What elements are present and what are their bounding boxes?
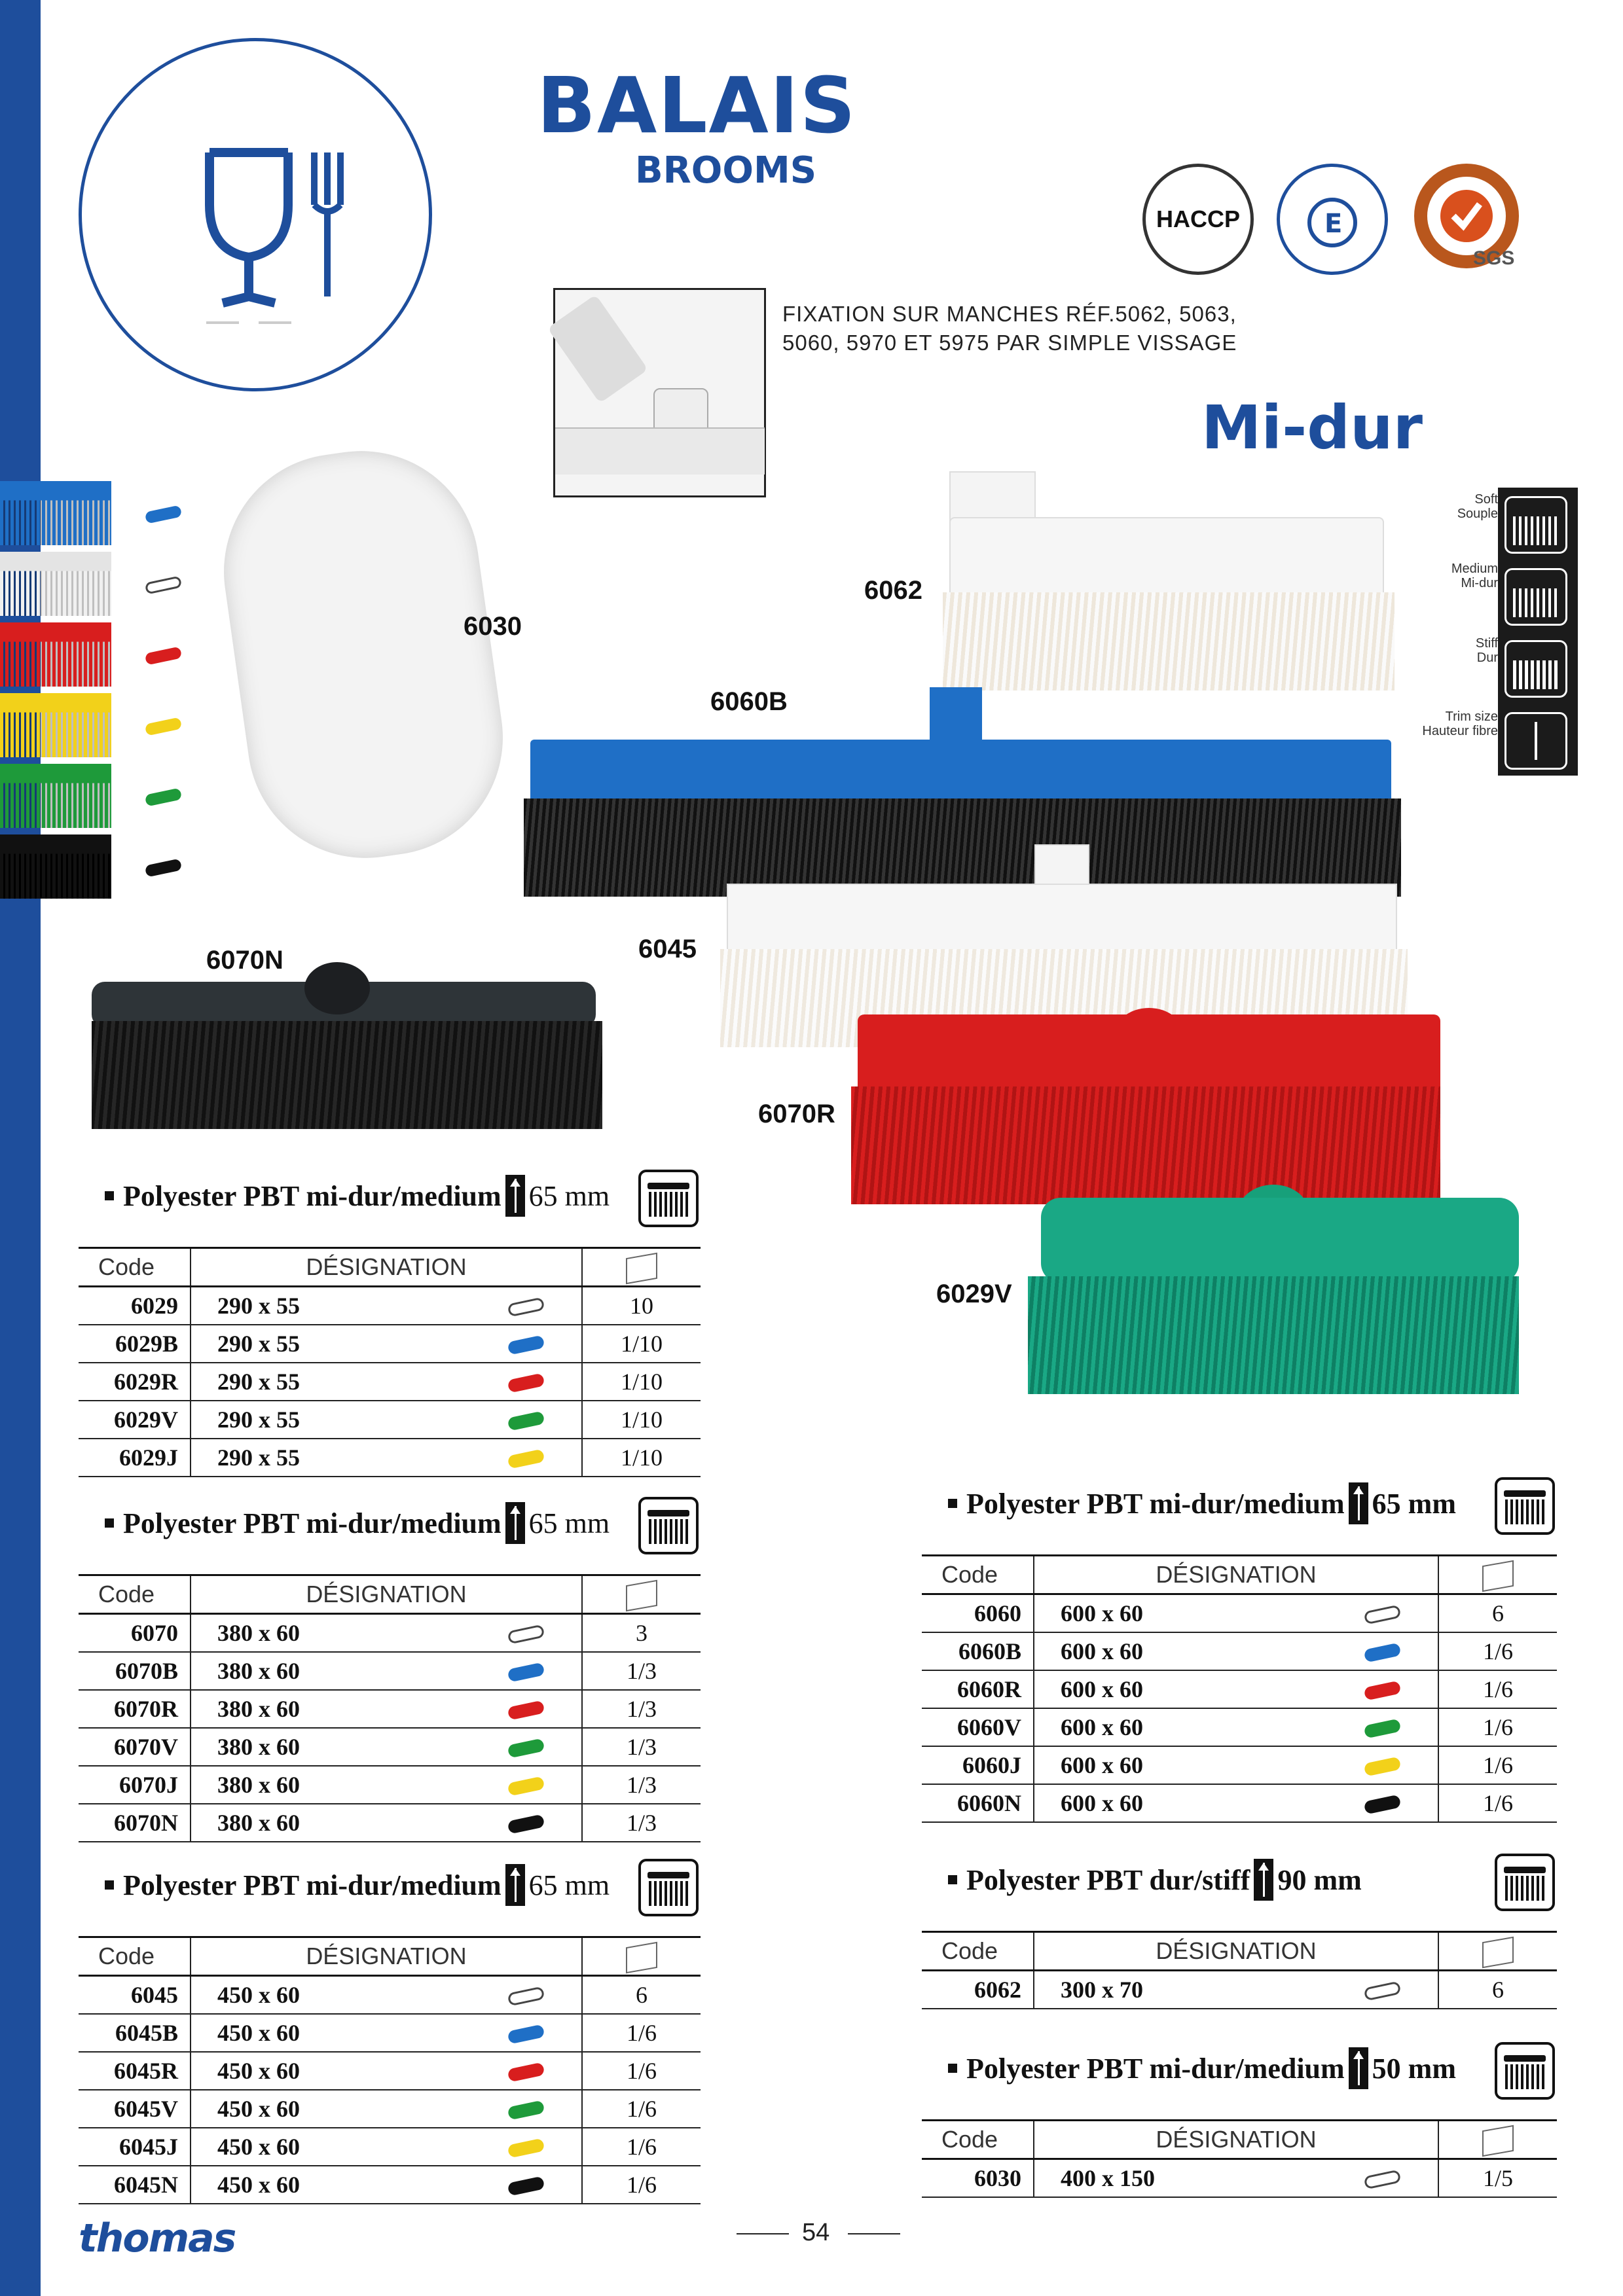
color-handle-jaune-icon bbox=[507, 2138, 545, 2159]
cell-packaging: 1/6 bbox=[1438, 1784, 1557, 1822]
product-table bbox=[922, 2119, 1557, 2198]
swatch-brush-noir bbox=[0, 834, 111, 899]
table-row bbox=[79, 1363, 701, 1401]
swatch-brush-blanc bbox=[0, 552, 111, 616]
table-row bbox=[79, 2052, 701, 2090]
section-title bbox=[105, 1175, 610, 1217]
page-subtitle: BROOMS bbox=[635, 149, 817, 192]
section-title bbox=[948, 2047, 1456, 2089]
box-icon bbox=[626, 1580, 657, 1611]
product-table bbox=[79, 1247, 701, 1477]
color-handle-bleu-icon bbox=[507, 1662, 545, 1683]
cell-code: 6062 bbox=[922, 1971, 1034, 2009]
fixation-note: FIXATION SUR MANCHES RÉF.5062, 5063, 5060, 5970 ET 5975 PAR SIMPLE VISSAGE bbox=[782, 302, 1237, 355]
cell-size: 400 x 150 bbox=[1034, 2159, 1326, 2198]
product-image-6062 bbox=[949, 517, 1384, 598]
cell-code: 6070R bbox=[79, 1690, 191, 1728]
cell-color bbox=[1326, 1746, 1438, 1784]
color-handle-blanc-icon bbox=[1363, 1981, 1401, 2001]
color-handle-jaune-icon bbox=[507, 1449, 545, 1469]
cell-packaging: 1/6 bbox=[582, 2090, 701, 2128]
cell-size: 290 x 55 bbox=[191, 1287, 470, 1325]
trim-size-icon bbox=[505, 1502, 525, 1544]
medium-fiber-icon bbox=[638, 1170, 699, 1227]
color-handle-noir-icon bbox=[1363, 1795, 1401, 1815]
thomas-logo: thomas bbox=[79, 2215, 236, 2261]
cell-size: 300 x 70 bbox=[1034, 1971, 1326, 2009]
column-header-packaging bbox=[582, 1937, 701, 1976]
table-row bbox=[79, 1690, 701, 1728]
product-image-6060B bbox=[530, 740, 1391, 805]
legend-trim-size: Trim size Hauteur fibre bbox=[1422, 709, 1498, 738]
cell-color bbox=[1326, 1971, 1438, 2009]
cell-color bbox=[470, 1728, 582, 1766]
cell-size: 380 x 60 bbox=[191, 1652, 470, 1690]
color-handle-blanc-icon bbox=[1363, 1605, 1401, 1625]
cell-packaging: 1/10 bbox=[582, 1325, 701, 1363]
cell-color bbox=[470, 2128, 582, 2166]
cell-code: 6045J bbox=[79, 2128, 191, 2166]
cell-packaging: 1/3 bbox=[582, 1766, 701, 1804]
column-header-packaging bbox=[582, 1575, 701, 1614]
food-safe-certification-icon bbox=[1277, 164, 1388, 275]
cell-size: 380 x 60 bbox=[191, 1690, 470, 1728]
table-row bbox=[922, 1971, 1557, 2009]
cell-packaging: 1/6 bbox=[1438, 1708, 1557, 1746]
trim-size-value: 65 mm bbox=[528, 1179, 610, 1212]
cell-packaging: 1/5 bbox=[1438, 2159, 1557, 2198]
color-handle-vert-icon bbox=[145, 787, 183, 806]
cell-size: 450 x 60 bbox=[191, 2052, 470, 2090]
cell-code: 6045V bbox=[79, 2090, 191, 2128]
glass-fork-icon bbox=[82, 41, 429, 388]
sgs-iso-certification-icon bbox=[1414, 164, 1519, 275]
product-table bbox=[79, 1574, 701, 1842]
box-icon bbox=[626, 1253, 657, 1284]
section-title-text: Polyester PBT mi-dur/medium bbox=[123, 1507, 501, 1539]
fixation-photo bbox=[553, 288, 766, 497]
cell-size: 600 x 60 bbox=[1034, 1708, 1326, 1746]
cell-color bbox=[470, 1287, 582, 1325]
cell-code: 6030 bbox=[922, 2159, 1034, 2198]
cell-size: 450 x 60 bbox=[191, 2166, 470, 2204]
bullet-icon bbox=[105, 1191, 114, 1200]
cell-code: 6045 bbox=[79, 1976, 191, 2015]
cell-code: 6029 bbox=[79, 1287, 191, 1325]
table-row bbox=[79, 2014, 701, 2052]
cell-code: 6070J bbox=[79, 1766, 191, 1804]
color-handle-bleu-icon bbox=[1363, 1643, 1401, 1663]
cell-size: 450 x 60 bbox=[191, 2128, 470, 2166]
cell-packaging: 6 bbox=[582, 1976, 701, 2015]
medium-fiber-icon bbox=[638, 1497, 699, 1554]
cell-code: 6060B bbox=[922, 1632, 1034, 1670]
label-6070N: 6070N bbox=[206, 946, 283, 975]
hardness-heading: Mi-dur bbox=[1201, 393, 1423, 463]
column-header-packaging bbox=[1438, 1932, 1557, 1971]
cell-packaging: 1/6 bbox=[582, 2014, 701, 2052]
color-handle-noir-icon bbox=[507, 2176, 545, 2197]
food-contact-logo bbox=[79, 38, 432, 391]
product-image-6045 bbox=[727, 884, 1397, 955]
swatch-brush-bleu bbox=[0, 481, 111, 545]
cell-size: 290 x 55 bbox=[191, 1401, 470, 1439]
table-row bbox=[922, 1746, 1557, 1784]
section-title bbox=[948, 1859, 1362, 1901]
column-header-designation: DÉSIGNATION bbox=[1034, 2121, 1438, 2159]
product-table bbox=[922, 1931, 1557, 2009]
cell-packaging: 1/6 bbox=[1438, 1746, 1557, 1784]
cell-color bbox=[470, 1401, 582, 1439]
legend-medium: Medium Mi-dur bbox=[1451, 562, 1498, 590]
cell-color bbox=[470, 1325, 582, 1363]
box-icon bbox=[1482, 2125, 1514, 2157]
column-header-packaging bbox=[1438, 2121, 1557, 2159]
label-6060B: 6060B bbox=[710, 687, 788, 716]
trim-size-icon bbox=[505, 1864, 525, 1906]
table-row bbox=[922, 1632, 1557, 1670]
column-header-packaging bbox=[1438, 1556, 1557, 1594]
cell-code: 6029V bbox=[79, 1401, 191, 1439]
table-row bbox=[922, 2159, 1557, 2198]
table-row bbox=[922, 1784, 1557, 1822]
color-handle-blanc-icon bbox=[1363, 2170, 1401, 2190]
cell-size: 380 x 60 bbox=[191, 1804, 470, 1842]
swatch-brush-vert bbox=[0, 764, 111, 828]
column-header-packaging bbox=[582, 1248, 701, 1287]
cell-code: 6070 bbox=[79, 1614, 191, 1653]
trim-size-icon bbox=[1349, 2047, 1368, 2089]
trim-size-value: 65 mm bbox=[528, 1869, 610, 1901]
section-title-text: Polyester PBT dur/stiff bbox=[966, 1863, 1250, 1896]
cell-color bbox=[1326, 1594, 1438, 1633]
trim-size-value: 65 mm bbox=[528, 1507, 610, 1539]
cell-color bbox=[470, 2014, 582, 2052]
section-title-text: Polyester PBT mi-dur/medium bbox=[123, 1869, 501, 1901]
swatch-brush-rouge bbox=[0, 622, 111, 687]
product-table bbox=[922, 1554, 1557, 1823]
cell-color bbox=[1326, 1670, 1438, 1708]
trim-size-value: 50 mm bbox=[1372, 2052, 1456, 2085]
section-title bbox=[948, 1482, 1456, 1524]
cell-code: 6029B bbox=[79, 1325, 191, 1363]
cell-code: 6045B bbox=[79, 2014, 191, 2052]
stiff-fiber-icon bbox=[1504, 640, 1567, 698]
trim-size-value: 90 mm bbox=[1277, 1863, 1362, 1896]
swatch-brush-jaune bbox=[0, 693, 111, 757]
color-handle-vert-icon bbox=[507, 1738, 545, 1759]
cell-code: 6060 bbox=[922, 1594, 1034, 1633]
cell-packaging: 1/10 bbox=[582, 1363, 701, 1401]
cell-size: 600 x 60 bbox=[1034, 1632, 1326, 1670]
bullet-icon bbox=[948, 2064, 957, 2073]
color-handle-vert-icon bbox=[1363, 1719, 1401, 1739]
cell-code: 6029R bbox=[79, 1363, 191, 1401]
cell-code: 6060V bbox=[922, 1708, 1034, 1746]
cell-size: 600 x 60 bbox=[1034, 1784, 1326, 1822]
cell-code: 6045R bbox=[79, 2052, 191, 2090]
table-row bbox=[922, 1594, 1557, 1633]
color-handle-bleu-icon bbox=[507, 2024, 545, 2045]
table-row bbox=[79, 1766, 701, 1804]
trim-size-icon bbox=[505, 1175, 525, 1217]
color-handle-blanc-icon bbox=[507, 1624, 545, 1645]
table-row bbox=[79, 1614, 701, 1653]
color-handle-bleu-icon bbox=[145, 505, 183, 524]
soft-fiber-icon bbox=[1504, 496, 1567, 554]
column-header-code: Code bbox=[922, 1556, 1034, 1594]
stiff-fiber-icon bbox=[1495, 1854, 1555, 1911]
cell-color bbox=[470, 1976, 582, 2015]
svg-text:E: E bbox=[1324, 209, 1343, 239]
sgs-label: SGS bbox=[1473, 247, 1515, 269]
table-row bbox=[79, 1287, 701, 1325]
column-header-code: Code bbox=[922, 2121, 1034, 2159]
cell-size: 450 x 60 bbox=[191, 1976, 470, 2015]
label-6030: 6030 bbox=[464, 612, 522, 641]
table-row bbox=[922, 1708, 1557, 1746]
cell-color bbox=[470, 2166, 582, 2204]
cell-size: 600 x 60 bbox=[1034, 1746, 1326, 1784]
cell-packaging: 1/10 bbox=[582, 1439, 701, 1477]
table-row bbox=[79, 1976, 701, 2015]
section-title-text: Polyester PBT mi-dur/medium bbox=[966, 1487, 1345, 1520]
color-handle-rouge-icon bbox=[145, 646, 183, 665]
cell-color bbox=[470, 1439, 582, 1477]
cell-color bbox=[470, 1363, 582, 1401]
column-header-code: Code bbox=[79, 1937, 191, 1976]
color-handle-blanc-icon bbox=[145, 575, 183, 594]
bullet-icon bbox=[105, 1518, 114, 1528]
cell-size: 380 x 60 bbox=[191, 1766, 470, 1804]
cell-code: 6045N bbox=[79, 2166, 191, 2204]
section-title-text: Polyester PBT mi-dur/medium bbox=[123, 1179, 501, 1212]
cell-size: 600 x 60 bbox=[1034, 1594, 1326, 1633]
cell-size: 290 x 55 bbox=[191, 1439, 470, 1477]
page-number: 54 bbox=[802, 2219, 830, 2246]
cell-packaging: 1/3 bbox=[582, 1728, 701, 1766]
cell-color bbox=[470, 1614, 582, 1653]
medium-fiber-icon bbox=[1495, 1477, 1555, 1535]
cell-size: 380 x 60 bbox=[191, 1614, 470, 1653]
cell-packaging: 1/6 bbox=[582, 2166, 701, 2204]
color-handle-noir-icon bbox=[507, 1814, 545, 1835]
section-title bbox=[105, 1864, 610, 1906]
cell-color bbox=[1326, 2159, 1438, 2198]
cell-packaging: 6 bbox=[1438, 1594, 1557, 1633]
trim-size-value: 65 mm bbox=[1372, 1487, 1456, 1520]
bullet-icon bbox=[948, 1875, 957, 1884]
cell-packaging: 1/10 bbox=[582, 1401, 701, 1439]
table-row bbox=[79, 1401, 701, 1439]
label-6062: 6062 bbox=[864, 576, 922, 605]
cell-color bbox=[1326, 1632, 1438, 1670]
medium-fiber-icon bbox=[1504, 568, 1567, 626]
cell-color bbox=[1326, 1784, 1438, 1822]
table-row bbox=[79, 1325, 701, 1363]
left-edge-bar bbox=[0, 0, 41, 2296]
column-header-designation: DÉSIGNATION bbox=[191, 1575, 582, 1614]
color-handle-rouge-icon bbox=[507, 1373, 545, 1393]
cell-color bbox=[470, 1690, 582, 1728]
color-handle-noir-icon bbox=[145, 858, 183, 877]
trim-size-icon bbox=[1504, 712, 1567, 770]
box-icon bbox=[1482, 1560, 1514, 1592]
color-handle-rouge-icon bbox=[507, 1700, 545, 1721]
cell-size: 380 x 60 bbox=[191, 1728, 470, 1766]
table-row bbox=[79, 2090, 701, 2128]
color-handle-rouge-icon bbox=[507, 2062, 545, 2083]
cell-packaging: 1/6 bbox=[1438, 1670, 1557, 1708]
page-title: BALAIS bbox=[537, 60, 857, 151]
product-image-6070R bbox=[858, 1014, 1440, 1093]
legend-soft: Soft Souple bbox=[1457, 492, 1498, 521]
cell-color bbox=[470, 1804, 582, 1842]
color-handle-jaune-icon bbox=[507, 1776, 545, 1797]
medium-fiber-icon bbox=[638, 1859, 699, 1916]
cell-color bbox=[470, 1766, 582, 1804]
column-header-code: Code bbox=[922, 1932, 1034, 1971]
cell-code: 6060J bbox=[922, 1746, 1034, 1784]
cell-size: 450 x 60 bbox=[191, 2014, 470, 2052]
color-handle-vert-icon bbox=[507, 2100, 545, 2121]
cell-packaging: 1/6 bbox=[582, 2128, 701, 2166]
table-row bbox=[79, 2166, 701, 2204]
product-image-6030 bbox=[209, 436, 518, 873]
cell-size: 600 x 60 bbox=[1034, 1670, 1326, 1708]
color-handle-vert-icon bbox=[507, 1411, 545, 1431]
cell-packaging: 6 bbox=[1438, 1971, 1557, 2009]
color-handle-jaune-icon bbox=[145, 717, 183, 736]
section-title-text: Polyester PBT mi-dur/medium bbox=[966, 2052, 1345, 2085]
cell-size: 450 x 60 bbox=[191, 2090, 470, 2128]
cell-size: 290 x 55 bbox=[191, 1363, 470, 1401]
cell-code: 6070B bbox=[79, 1652, 191, 1690]
product-image-6029V bbox=[1041, 1198, 1519, 1283]
cell-color bbox=[470, 2090, 582, 2128]
trim-size-icon bbox=[1349, 1482, 1368, 1524]
table-row bbox=[79, 1728, 701, 1766]
table-row bbox=[79, 1439, 701, 1477]
bullet-icon bbox=[105, 1880, 114, 1890]
cell-code: 6060R bbox=[922, 1670, 1034, 1708]
haccp-badge: HACCP bbox=[1142, 164, 1254, 275]
color-handle-blanc-icon bbox=[507, 1297, 545, 1318]
cell-code: 6070V bbox=[79, 1728, 191, 1766]
cell-color bbox=[470, 2052, 582, 2090]
cell-code: 6060N bbox=[922, 1784, 1034, 1822]
column-header-code: Code bbox=[79, 1248, 191, 1287]
label-6029V: 6029V bbox=[936, 1280, 1012, 1308]
column-header-designation: DÉSIGNATION bbox=[191, 1248, 582, 1287]
cell-packaging: 1/3 bbox=[582, 1652, 701, 1690]
column-header-designation: DÉSIGNATION bbox=[1034, 1556, 1438, 1594]
cell-packaging: 1/6 bbox=[582, 2052, 701, 2090]
trim-size-icon bbox=[1254, 1859, 1273, 1901]
cell-packaging: 1/3 bbox=[582, 1690, 701, 1728]
bullet-icon bbox=[948, 1499, 957, 1508]
color-handle-blanc-icon bbox=[507, 1986, 545, 2007]
column-header-designation: DÉSIGNATION bbox=[191, 1937, 582, 1976]
label-6070R: 6070R bbox=[758, 1100, 835, 1128]
column-header-code: Code bbox=[79, 1575, 191, 1614]
cell-size: 290 x 55 bbox=[191, 1325, 470, 1363]
table-row bbox=[79, 2128, 701, 2166]
table-row bbox=[79, 1652, 701, 1690]
cell-packaging: 1/3 bbox=[582, 1804, 701, 1842]
cell-packaging: 1/6 bbox=[1438, 1632, 1557, 1670]
section-title bbox=[105, 1502, 610, 1544]
cell-code: 6070N bbox=[79, 1804, 191, 1842]
color-handle-bleu-icon bbox=[507, 1335, 545, 1355]
label-6045: 6045 bbox=[638, 935, 697, 963]
color-handle-jaune-icon bbox=[1363, 1757, 1401, 1777]
cell-packaging: 3 bbox=[582, 1614, 701, 1653]
medium-fiber-icon bbox=[1495, 2042, 1555, 2100]
product-table bbox=[79, 1936, 701, 2204]
box-icon bbox=[1482, 1937, 1514, 1968]
legend-stiff: Stiff Dur bbox=[1475, 636, 1498, 665]
cell-packaging: 10 bbox=[582, 1287, 701, 1325]
box-icon bbox=[626, 1942, 657, 1973]
table-row bbox=[79, 1804, 701, 1842]
column-header-designation: DÉSIGNATION bbox=[1034, 1932, 1438, 1971]
cell-color bbox=[1326, 1708, 1438, 1746]
cell-code: 6029J bbox=[79, 1439, 191, 1477]
cell-color bbox=[470, 1652, 582, 1690]
table-row bbox=[922, 1670, 1557, 1708]
color-handle-rouge-icon bbox=[1363, 1681, 1401, 1701]
